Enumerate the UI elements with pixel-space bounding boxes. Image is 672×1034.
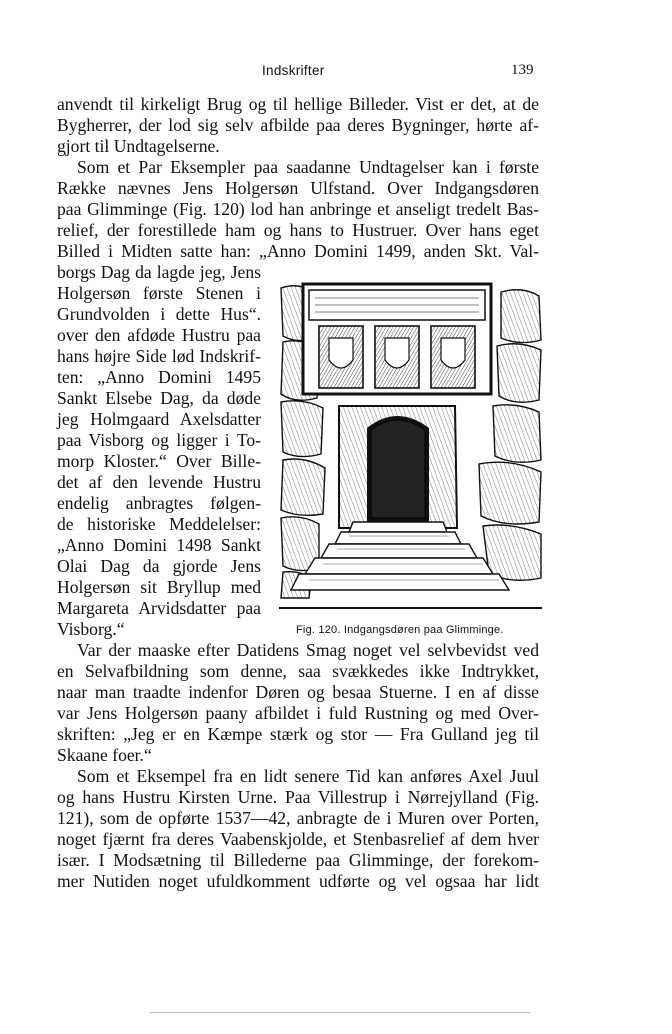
text-line: endelig anbragtes følgen-: [57, 493, 261, 513]
text-line: en Selvafbildning som denne, saa svækkedes ikke Indtrykket,: [57, 661, 539, 681]
text-line: Som et Eksempel fra en lidt senere Tid kan anføres Axel Juul: [77, 766, 539, 786]
text-line: det af den levende Hustru: [57, 472, 261, 492]
text-line: Holgersøn sit Bryllup med: [57, 577, 261, 597]
page-number: 139: [511, 62, 534, 78]
text-line: jeg Holmgaard Axelsdatter: [57, 409, 261, 429]
footer-rule: [150, 1012, 530, 1013]
text-line: Bygherrer, der lod sig selv afbilde paa deres Bygninger, hørte af-: [57, 115, 539, 135]
text-line: Margareta Arvidsdatter paa: [57, 598, 261, 618]
text-line: Var der maaske efter Datidens Smag noget vel selvbevidst ved: [77, 640, 539, 660]
text-line: ten: „Anno Domini 1495: [57, 367, 261, 387]
doorway-engraving-icon: [279, 278, 542, 618]
text-line: borgs Dag da lagde jeg, Jens: [57, 262, 261, 282]
text-line: Olai Dag da gjorde Jens: [57, 556, 261, 576]
text-line: Række nævnes Jens Holgersøn Ulfstand. Over Indgangsdøren: [57, 178, 539, 198]
text-line: især. I Modsætning til Billederne paa Glimminge, der forekom-: [57, 850, 539, 870]
text-line: 121), som de opførte 1537—42, anbragte de i Muren over Porten,: [57, 808, 539, 828]
text-line: Som et Par Eksempler paa saadanne Undtagelser kan i første: [77, 157, 539, 177]
text-line: Grundvolden i dette Hus“.: [57, 304, 261, 324]
text-line: Visborg.“: [57, 619, 125, 639]
text-line: og hans Hustru Kirsten Urne. Paa Villestrup i Nørrejylland (Fig.: [57, 787, 539, 807]
text-line: Skaane foer.“: [57, 745, 152, 765]
text-line: Holgersøn første Stenen i: [57, 283, 261, 303]
text-line: relief, der forestillede ham og hans to Hustruer. Over hans eget: [57, 220, 539, 240]
text-line: naar man traadte indenfor Døren og besaa Stuerne. I en af disse: [57, 682, 539, 702]
figure-caption: Fig. 120. Indgangsdøren paa Glimminge.: [296, 624, 504, 636]
text-line: paa Glimminge (Fig. 120) lod han anbringe et anseligt tredelt Bas-: [57, 199, 539, 219]
text-line: anvendt til kirkeligt Brug og til hellige Billeder. Vist er det, at de: [57, 94, 539, 114]
text-line: „Anno Domini 1498 Sankt: [57, 535, 261, 555]
text-line: Billed i Midten satte han: „Anno Domini 1499, anden Skt. Val-: [57, 241, 539, 261]
text-line: mer Nutiden noget ufuldkomment udførte og vel ogsaa har lidt: [57, 871, 539, 891]
text-line: Sankt Elsebe Dag, da døde: [57, 388, 261, 408]
figure-120: [279, 278, 542, 618]
text-line: skriften: „Jeg er en Kæmpe stærk og stor — Fra Gulland jeg til: [57, 724, 539, 744]
text-line: de historiske Meddelelser:: [57, 514, 261, 534]
text-line: morp Kloster.“ Over Bille-: [57, 451, 261, 471]
running-head: Indskrifter: [262, 63, 325, 78]
text-line: noget fjærnt fra deres Vaabenskjolde, et Stenbasrelief af dem hver: [57, 829, 539, 849]
text-line: hans højre Side lød Indskrif-: [57, 346, 261, 366]
text-line: paa Visborg og ligger i To-: [57, 430, 261, 450]
text-line: var Jens Holgersøn paany afbildet i fuld Rustning og med Over-: [57, 703, 539, 723]
text-line: over den afdøde Hustru paa: [57, 325, 261, 345]
text-line: gjort til Undtagelserne.: [57, 136, 220, 156]
